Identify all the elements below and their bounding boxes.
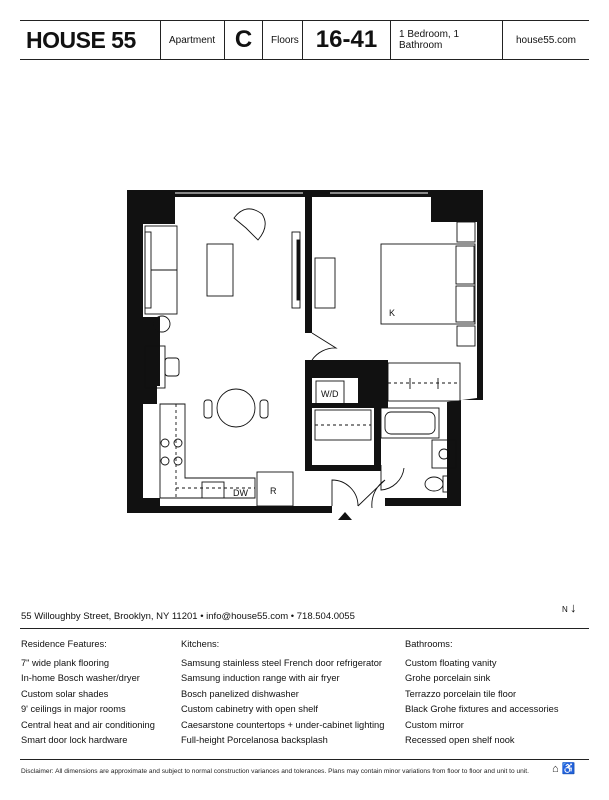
list-item: Grohe porcelain sink (405, 673, 491, 684)
list-item: Samsung stainless steel French door refrigerator (181, 658, 383, 668)
bathroom-features (405, 639, 558, 748)
north-label: N (562, 605, 568, 614)
residence-features (21, 639, 155, 748)
burner-icon (161, 439, 169, 447)
list-item: 9' ceilings in major rooms (21, 704, 126, 715)
arrow-down-icon: ↓ (570, 600, 577, 615)
website-link[interactable]: house55.com (515, 34, 577, 46)
apartment-label: Apartment (161, 21, 225, 59)
list-item: Custom floating vanity (405, 658, 497, 668)
residence-title: Residence Features: (21, 639, 107, 649)
label-washer-dryer: W/D (321, 389, 339, 399)
list-item: In-home Bosch washer/dryer (21, 673, 140, 684)
list-item: Custom solar shades (21, 688, 109, 699)
list-item: Bosch panelized dishwasher (181, 688, 299, 699)
bottom-wall-right (385, 498, 461, 506)
list-item: Samsung induction range with air fryer (181, 673, 340, 684)
list-item: Caesarstone countertops + under-cabinet lighting (181, 719, 385, 730)
wd-wall (312, 403, 374, 408)
entry-arrow-icon (338, 512, 352, 520)
list-item: Smart door lock hardware (21, 734, 128, 745)
unit-type: 1 Bedroom, 1 Bathroom (391, 21, 503, 59)
list-item: Recessed open shelf nook (405, 734, 515, 745)
bathrooms-title: Bathrooms: (405, 639, 453, 649)
label-bed: K (389, 308, 396, 318)
dresser (315, 258, 335, 308)
toilet (425, 477, 443, 491)
bedroom-door (312, 333, 336, 360)
accessibility-icon: ♿ (561, 763, 576, 775)
entry-door (332, 480, 358, 506)
bottom-wall-left (127, 506, 332, 513)
north-arrow (562, 600, 577, 615)
list-item: Full-height Porcelanosa backsplash (181, 734, 328, 745)
bath-partition (374, 403, 381, 465)
equal-housing-icon: ⌂ (552, 763, 559, 775)
bathroom-door (381, 465, 404, 490)
disclaimer: Disclaimer: All dimensions are approximate and subject to normal construction variances and tolerances. Plans may contain minor variations from floor to floor and unit to unit. (21, 768, 529, 775)
kitchen-features (181, 639, 384, 748)
floors-value: 16-41 (303, 21, 391, 59)
contact-line: 55 Willoughby Street, Brooklyn, NY 11201 • info@house55.com • 718.504.0055 (21, 611, 355, 622)
coffee-table (207, 244, 233, 296)
label-refrigerator: R (270, 486, 277, 496)
bedroom-closet (388, 363, 460, 401)
floors-label: Floors (263, 21, 303, 59)
footer-icons (552, 762, 575, 775)
list-item: Terrazzo porcelain tile floor (405, 688, 517, 699)
bath-wall-lower (305, 465, 381, 471)
lounge-chair (234, 209, 265, 240)
divider-bottom (20, 759, 589, 760)
list-item: Custom mirror (405, 719, 464, 730)
partition-bed-living (305, 197, 312, 333)
list-item: Custom cabinetry with open shelf (181, 704, 318, 715)
kitchens-title: Kitchens: (181, 639, 220, 649)
list-item: Central heat and air conditioning (21, 719, 155, 730)
dining-table (217, 389, 255, 427)
list-item: Black Grohe fixtures and accessories (405, 704, 559, 715)
kitchen-sink (202, 482, 224, 498)
label-dishwasher: DW (233, 488, 248, 498)
list-item: 7" wide plank flooring (21, 658, 110, 668)
apartment-value: C (225, 21, 263, 59)
brand-logo: HOUSE 55 (20, 21, 161, 59)
divider-top (20, 628, 589, 629)
